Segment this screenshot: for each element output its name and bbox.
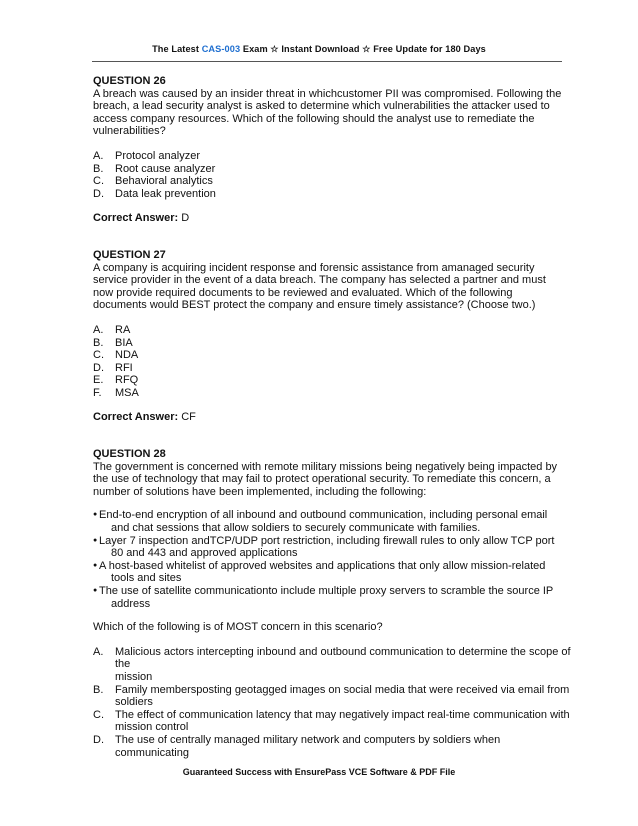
option-d [93, 188, 573, 201]
question-28 [93, 448, 573, 759]
bullet-text: End-to-end encryption of all inbound and outbound communication, including personal email [99, 509, 548, 522]
correct-answer [93, 212, 573, 225]
bullet-text: The use of satellite communicationto include multiple proxy servers to scramble the source IP [99, 585, 554, 597]
option-text: BIA [115, 336, 133, 349]
option-text: MSA [115, 386, 139, 399]
bullet-text: A host-based whitelist of approved websites and applications that only allow mission-related [99, 559, 546, 572]
bullet-icon: ● [93, 561, 98, 569]
list-item [93, 560, 573, 585]
option-a [93, 646, 573, 684]
answer-options [93, 646, 573, 759]
document-body [93, 75, 573, 759]
option-letter: C. [93, 175, 104, 188]
option-letter: D. [93, 733, 104, 746]
question-line: A company is acquiring incident response and forensic assistance from amanaged security [93, 261, 535, 274]
option-text-cont: soldiers [115, 696, 153, 709]
answer-label: Correct Answer: [93, 411, 179, 424]
option-c [93, 175, 573, 188]
question-text [93, 461, 573, 499]
option-letter: B. [93, 162, 104, 175]
option-text: RFQ [115, 374, 139, 387]
option-letter: A. [93, 645, 104, 658]
bullet-icon: ● [93, 587, 98, 594]
bullet-text-cont: 80 and 443 and approved applications [111, 547, 298, 560]
option-text: RFI [115, 361, 133, 374]
question-line: A breach was caused by an insider threat in whichcustomer PII was compromised. Following the [93, 87, 562, 100]
list-item [93, 509, 573, 534]
option-d [93, 362, 573, 375]
option-letter: D. [93, 361, 104, 374]
option-a [93, 324, 573, 337]
list-item [93, 585, 573, 610]
answer-value: D [178, 212, 190, 225]
answer-options [93, 150, 573, 200]
answer-value: CF [178, 411, 196, 424]
option-f [93, 387, 573, 400]
option-text-cont: mission [115, 670, 153, 683]
option-letter: A. [93, 149, 104, 162]
option-text-cont: mission control [115, 721, 189, 734]
solution-list [93, 509, 573, 610]
list-item [93, 535, 573, 560]
bullet-text: Layer 7 inspection andTCP/UDP port restriction, including firewall rules to only allow TCP port [99, 534, 555, 547]
bullet-icon: ● [93, 536, 98, 544]
question-line: the use of technology that may fail to protect operational security. To remediate this concern, a [93, 473, 551, 486]
option-d [93, 734, 573, 759]
option-b [93, 337, 573, 350]
option-letter: D. [93, 187, 104, 200]
option-text: RA [115, 323, 131, 336]
option-letter: C. [93, 708, 104, 721]
question-line: breach, a lead security analyst is asked to determine which vulnerabilities the attacker used to [93, 100, 550, 113]
answer-label: Correct Answer: [93, 212, 179, 225]
page-header [0, 44, 638, 55]
question-title: QUESTION 28 [93, 448, 166, 461]
header-suffix: Exam ☆ Instant Download ☆ Free Update for 180 Days [240, 44, 486, 54]
option-letter: F. [93, 386, 102, 399]
correct-answer [93, 411, 573, 424]
bullet-text-cont: tools and sites [111, 572, 182, 585]
option-text: Behavioral analytics [115, 175, 213, 188]
question-title: QUESTION 27 [93, 248, 166, 261]
page-footer: Guaranteed Success with EnsurePass VCE Software & PDF File [182, 767, 456, 777]
option-letter: E. [93, 374, 104, 387]
question-27 [93, 249, 573, 424]
question-line: vulnerabilities? [93, 125, 166, 138]
answer-options [93, 324, 573, 400]
question-text [93, 262, 573, 312]
option-letter: C. [93, 349, 104, 362]
option-text: Root cause analyzer [115, 162, 216, 175]
header-divider [92, 61, 562, 62]
option-a [93, 150, 573, 163]
option-text: Malicious actors intercepting inbound and outbound communication to determine the scope of the [115, 645, 571, 671]
option-text: The use of centrally managed military network and computers by soldiers when communicating [115, 733, 501, 759]
option-b [93, 684, 573, 709]
question-line: access company resources. Which of the following should the analyst use to remediate the [93, 112, 535, 125]
question-line: number of solutions have been implemented, including the following: [93, 485, 427, 498]
question-line: documents would BEST protect the company and ensure timely assistance? (Choose two.) [93, 299, 536, 312]
option-c [93, 709, 573, 734]
bullet-text-cont: address [111, 597, 151, 610]
question-line: The government is concerned with remote military missions being negatively being impacted by [93, 460, 558, 473]
option-letter: A. [93, 323, 104, 336]
question-26 [93, 75, 573, 225]
option-text: Family membersposting geotagged images on social media that were received via email from [115, 683, 570, 696]
question-prompt: Which of the following is of MOST concern in this scenario? [93, 621, 383, 634]
option-c [93, 349, 573, 362]
question-line: now provide required documents to be reviewed and evaluated. Which of the following [93, 286, 513, 299]
option-text: Data leak prevention [115, 187, 216, 200]
option-letter: B. [93, 336, 104, 349]
option-b [93, 163, 573, 176]
bullet-icon: ● [93, 511, 98, 519]
option-letter: B. [93, 683, 104, 696]
exam-code: CAS-003 [201, 44, 241, 54]
option-text: NDA [115, 349, 139, 362]
option-text: The effect of communication latency that may negatively impact real-time communication with [115, 708, 570, 721]
bullet-text-cont: and chat sessions that allow soldiers to securely communicate with families. [111, 522, 481, 535]
option-text: Protocol analyzer [115, 149, 200, 162]
question-text [93, 88, 573, 138]
header-prefix: The Latest [152, 44, 202, 54]
option-e [93, 374, 573, 387]
question-title: QUESTION 26 [93, 75, 166, 87]
question-line: service provider in the event of a data breach. The company has selected a partner and must [93, 274, 546, 287]
